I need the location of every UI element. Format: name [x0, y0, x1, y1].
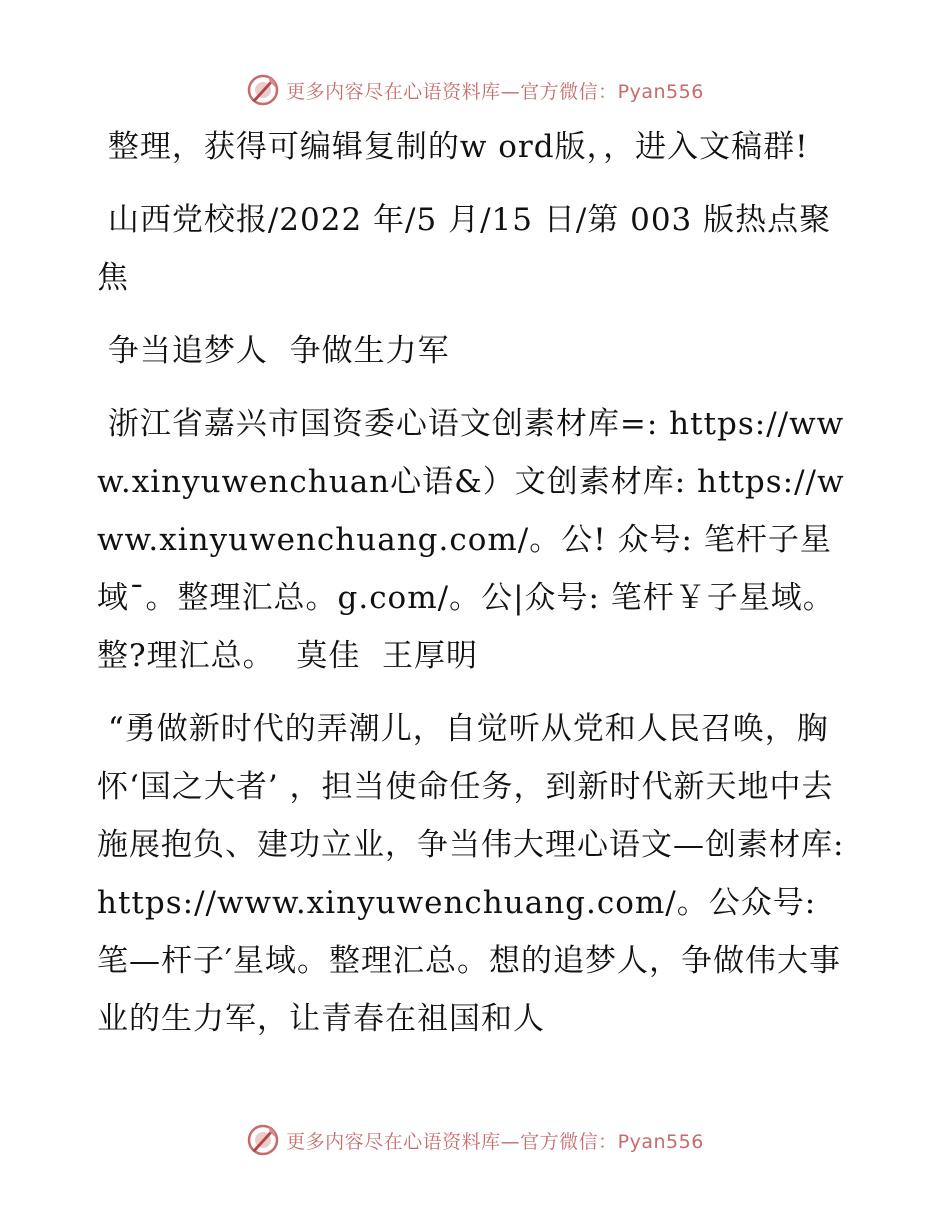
paragraph-intro: 整理，获得可编辑复制的w ord版，，进入文稿群!: [97, 129, 809, 165]
footer-banner-text: 更多内容尽在心语资料库—官方微信：Pyan556: [286, 1130, 704, 1153]
header-banner-text: 更多内容尽在心语资料库—官方微信：Pyan556: [286, 80, 704, 103]
paragraph-byline: 浙江省嘉兴市国资委心语文创素材库=: https://www.xinyuwenchuan心语&）文创素材库: https://www.xinyuwenchuang.com/。公! 众号: 笔杆子星域¯。整理汇总。g.com/。公|众号: 笔杆￥子星域。整?理汇总。 莫佳 王厚明: [97, 406, 845, 674]
document-body: [97, 118, 857, 1063]
footer-banner: [0, 1120, 950, 1160]
paragraph-title: 争当追梦人 争做生力军: [97, 333, 450, 369]
header-banner: [0, 70, 950, 110]
paragraph-source: 山西党校报/2022 年/5 月/15 日/第 003 版热点聚焦: [97, 202, 832, 296]
paragraph-body: “勇做新时代的弄潮儿，自觉听从党和人民召唤，胸怀‘国之大者’ ，担当使命任务，到新时代新天地中去施展抱负、建功立业，争当伟大理心语文—创素材库: https://www.xinyuwenchuang.com/。公众号: 笔—杆子′星域。整理汇总。想的追梦人，争做伟大事业的生力军，让青春在祖国和人: [97, 711, 856, 1037]
quill-pen-icon: [246, 73, 280, 107]
quill-pen-icon: [246, 1123, 280, 1157]
